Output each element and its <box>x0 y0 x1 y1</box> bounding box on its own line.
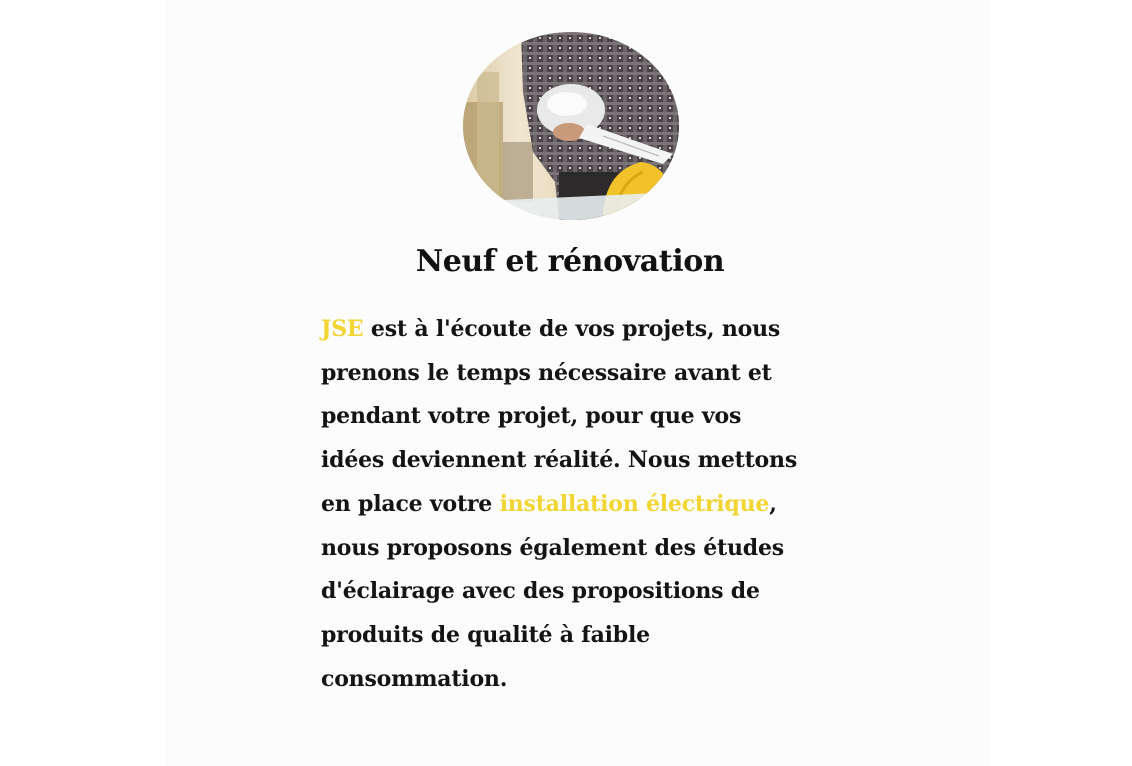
description-text: est à l'écoute de vos projets, nous prenons le temps nécessaire avant et pendant votre projet, pour que vos idées deviennent réalité. Nous mettons en place votre <box>321 316 798 517</box>
installation-electrique-link[interactable]: installation électrique <box>499 490 770 517</box>
description-text: , nous proposons également des études d'éclairage avec des propositions de produits de qualité à faible consommation. <box>321 490 784 692</box>
service-card <box>165 0 989 766</box>
section-title: Neuf et rénovation <box>415 244 725 279</box>
brand-name: JSE <box>321 316 364 342</box>
construction-photo <box>463 32 679 220</box>
section-description <box>321 308 801 701</box>
